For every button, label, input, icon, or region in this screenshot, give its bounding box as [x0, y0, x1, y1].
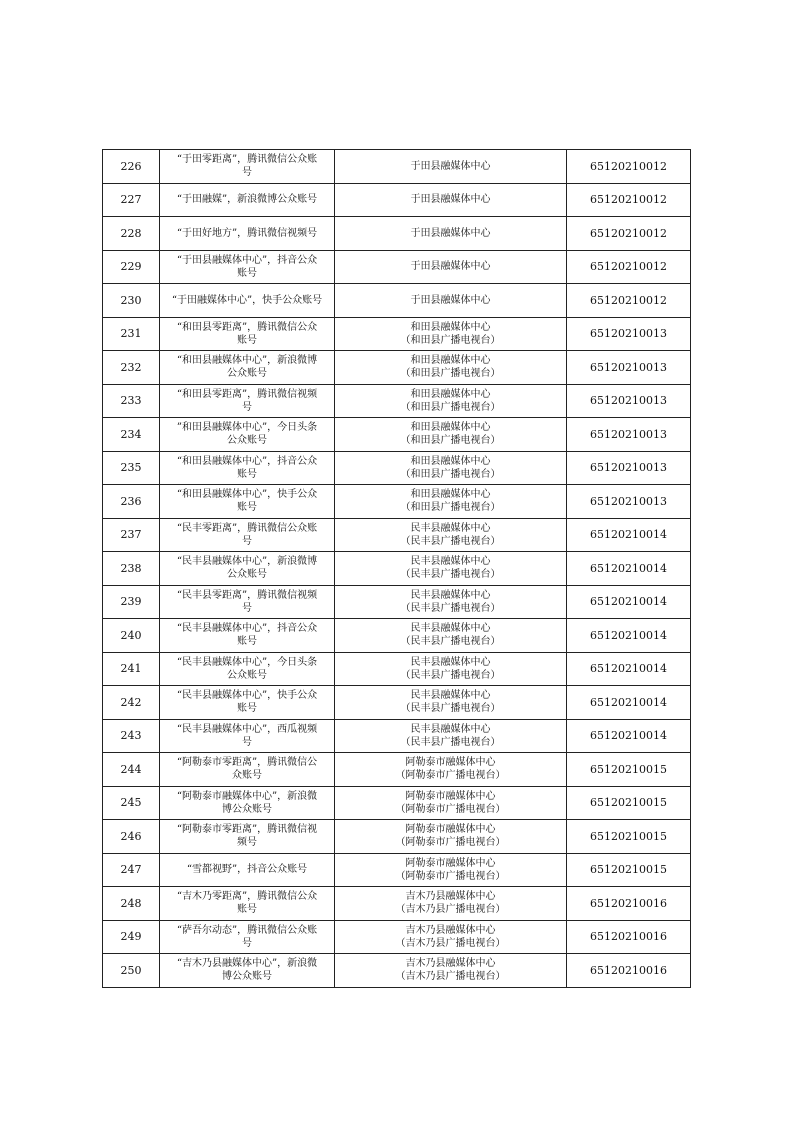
organization-line: 阿勒泰市融媒体中心: [405, 857, 496, 869]
organization-line: （民丰县广播电视台）: [400, 669, 501, 681]
registration-code: 65120210016: [567, 887, 691, 921]
account-name-line: “阿勒泰市零距离”，腾讯微信公: [176, 757, 318, 769]
account-name-cell: [160, 853, 335, 887]
table-row: [103, 250, 691, 284]
account-name-line: “民丰县零距离”，腾讯微信视频: [176, 589, 318, 601]
organization-cell: [335, 150, 567, 184]
account-name-line: 公众账号: [227, 435, 267, 447]
organization-cell: [335, 518, 567, 552]
organization-line: （阿勒泰市广播电视台）: [395, 837, 506, 849]
table-row: [103, 753, 691, 787]
organization-line: 吉木乃县融媒体中心: [405, 891, 496, 903]
registration-code: 65120210013: [567, 418, 691, 452]
registration-code: 65120210016: [567, 920, 691, 954]
account-name-line: “和田县融媒体中心”，抖音公众: [176, 455, 318, 467]
table-row: [103, 719, 691, 753]
organization-line: （和田县广播电视台）: [400, 368, 501, 380]
account-name-line: 账号: [237, 904, 257, 916]
account-name-line: “吉木乃零距离”，腾讯微信公众: [176, 891, 318, 903]
account-name-line: 号: [242, 401, 252, 413]
account-name-line: 公众账号: [227, 368, 267, 380]
organization-line: （和田县广播电视台）: [400, 401, 501, 413]
organization-line: （和田县广播电视台）: [400, 502, 501, 514]
organization-line: 于田县融媒体中心: [410, 261, 491, 273]
table-row: [103, 150, 691, 184]
registration-code: 65120210013: [567, 384, 691, 418]
organization-cell: [335, 183, 567, 217]
account-name-cell: [160, 518, 335, 552]
registration-code: 65120210013: [567, 451, 691, 485]
organization-line: （民丰县广播电视台）: [400, 569, 501, 581]
account-name-cell: [160, 552, 335, 586]
account-name-cell: [160, 150, 335, 184]
account-name-line: 号: [242, 535, 252, 547]
organization-line: （和田县广播电视台）: [400, 435, 501, 447]
row-number: 232: [103, 351, 160, 385]
registry-table: [102, 149, 691, 988]
table-row: [103, 686, 691, 720]
organization-cell: [335, 250, 567, 284]
organization-line: 和田县融媒体中心: [410, 422, 491, 434]
account-name-line: “于田好地方”，腾讯微信视频号: [176, 227, 318, 239]
organization-line: （吉木乃县广播电视台）: [395, 971, 506, 983]
account-name-cell: [160, 485, 335, 519]
account-name-line: 众账号: [232, 770, 262, 782]
account-name-line: “民丰县融媒体中心”，抖音公众: [176, 623, 318, 635]
account-name-line: 号: [242, 167, 252, 179]
organization-cell: [335, 753, 567, 787]
row-number: 245: [103, 786, 160, 820]
account-name-line: “民丰县融媒体中心”，今日头条: [176, 656, 318, 668]
account-name-cell: [160, 786, 335, 820]
account-name-line: “雪都视野”，抖音公众账号: [186, 864, 308, 876]
organization-line: （和田县广播电视台）: [400, 468, 501, 480]
organization-line: 和田县融媒体中心: [410, 489, 491, 501]
organization-line: （吉木乃县广播电视台）: [395, 937, 506, 949]
organization-line: （民丰县广播电视台）: [400, 703, 501, 715]
table-row: [103, 317, 691, 351]
account-name-cell: [160, 887, 335, 921]
table-row: [103, 920, 691, 954]
organization-line: 阿勒泰市融媒体中心: [405, 790, 496, 802]
account-name-cell: [160, 585, 335, 619]
row-number: 238: [103, 552, 160, 586]
registration-code: 65120210012: [567, 217, 691, 251]
organization-line: 于田县融媒体中心: [410, 194, 491, 206]
registration-code: 65120210014: [567, 552, 691, 586]
account-name-cell: [160, 719, 335, 753]
organization-line: 吉木乃县融媒体中心: [405, 924, 496, 936]
organization-line: 民丰县融媒体中心: [410, 556, 491, 568]
account-name-line: “民丰县融媒体中心”，快手公众: [176, 690, 318, 702]
account-name-cell: [160, 619, 335, 653]
registration-code: 65120210016: [567, 954, 691, 988]
account-name-line: “萨吾尔动态”，腾讯微信公众账: [176, 924, 318, 936]
table-row: [103, 853, 691, 887]
organization-line: （民丰县广播电视台）: [400, 636, 501, 648]
organization-cell: [335, 317, 567, 351]
organization-line: 于田县融媒体中心: [410, 160, 491, 172]
account-name-line: 账号: [237, 636, 257, 648]
table-row: [103, 217, 691, 251]
account-name-line: “于田融媒”，新浪微博公众账号: [176, 194, 318, 206]
registration-code: 65120210015: [567, 820, 691, 854]
organization-line: 民丰县融媒体中心: [410, 690, 491, 702]
registration-code: 65120210014: [567, 518, 691, 552]
account-name-cell: [160, 820, 335, 854]
organization-line: 于田县融媒体中心: [410, 227, 491, 239]
account-name-line: “和田县融媒体中心”，新浪微博: [176, 355, 318, 367]
organization-cell: [335, 485, 567, 519]
row-number: 229: [103, 250, 160, 284]
registration-code: 65120210012: [567, 183, 691, 217]
table-row: [103, 887, 691, 921]
row-number: 226: [103, 150, 160, 184]
organization-line: 吉木乃县融媒体中心: [405, 958, 496, 970]
account-name-cell: [160, 284, 335, 318]
registration-code: 65120210014: [567, 619, 691, 653]
registration-code: 65120210014: [567, 686, 691, 720]
registration-code: 65120210015: [567, 753, 691, 787]
registration-code: 65120210012: [567, 150, 691, 184]
account-name-line: “和田县融媒体中心”，快手公众: [176, 489, 318, 501]
row-number: 247: [103, 853, 160, 887]
organization-cell: [335, 887, 567, 921]
account-name-line: “于田县融媒体中心”，抖音公众: [176, 254, 318, 266]
row-number: 237: [103, 518, 160, 552]
row-number: 239: [103, 585, 160, 619]
table-row: [103, 619, 691, 653]
account-name-line: 账号: [237, 703, 257, 715]
organization-cell: [335, 619, 567, 653]
table-row: [103, 418, 691, 452]
organization-line: （阿勒泰市广播电视台）: [395, 870, 506, 882]
account-name-cell: [160, 351, 335, 385]
account-name-line: “和田县零距离”，腾讯微信公众: [176, 321, 318, 333]
account-name-line: 频号: [237, 837, 257, 849]
account-name-line: 账号: [237, 468, 257, 480]
table-row: [103, 284, 691, 318]
account-name-cell: [160, 183, 335, 217]
organization-line: 民丰县融媒体中心: [410, 656, 491, 668]
row-number: 235: [103, 451, 160, 485]
registration-code: 65120210012: [567, 284, 691, 318]
organization-cell: [335, 920, 567, 954]
row-number: 244: [103, 753, 160, 787]
organization-line: （和田县广播电视台）: [400, 334, 501, 346]
account-name-line: “民丰县融媒体中心”，西瓜视频: [176, 723, 318, 735]
table-row: [103, 786, 691, 820]
organization-line: （阿勒泰市广播电视台）: [395, 803, 506, 815]
row-number: 231: [103, 317, 160, 351]
registration-code: 65120210015: [567, 786, 691, 820]
organization-line: 民丰县融媒体中心: [410, 623, 491, 635]
organization-line: 和田县融媒体中心: [410, 355, 491, 367]
organization-cell: [335, 418, 567, 452]
row-number: 233: [103, 384, 160, 418]
account-name-line: “和田县零距离”，腾讯微信视频: [176, 388, 318, 400]
account-name-line: 账号: [237, 502, 257, 514]
organization-line: 和田县融媒体中心: [410, 388, 491, 400]
account-name-line: “于田融媒体中心”，快手公众账号: [171, 294, 323, 306]
table-row: [103, 954, 691, 988]
account-name-cell: [160, 451, 335, 485]
organization-cell: [335, 451, 567, 485]
organization-cell: [335, 820, 567, 854]
organization-cell: [335, 786, 567, 820]
table-row: [103, 652, 691, 686]
organization-cell: [335, 585, 567, 619]
row-number: 243: [103, 719, 160, 753]
organization-cell: [335, 217, 567, 251]
table-row: [103, 183, 691, 217]
account-name-line: “阿勒泰市融媒体中心”，新浪微: [176, 790, 318, 802]
organization-line: （民丰县广播电视台）: [400, 535, 501, 547]
row-number: 234: [103, 418, 160, 452]
account-name-line: ”和田县融媒体中心”，今日头条: [176, 422, 318, 434]
organization-line: 民丰县融媒体中心: [410, 589, 491, 601]
table-row: [103, 518, 691, 552]
account-name-line: “吉木乃县融媒体中心”，新浪微: [176, 958, 318, 970]
organization-line: 民丰县融媒体中心: [410, 723, 491, 735]
row-number: 242: [103, 686, 160, 720]
table-row: [103, 351, 691, 385]
registration-code: 65120210014: [567, 652, 691, 686]
account-name-line: “于田零距离”，腾讯微信公众账: [176, 154, 318, 166]
registration-code: 65120210015: [567, 853, 691, 887]
account-name-line: 博公众账号: [222, 803, 272, 815]
account-name-line: 号: [242, 736, 252, 748]
account-name-line: “阿勒泰市零距离”，腾讯微信视: [176, 824, 318, 836]
row-number: 246: [103, 820, 160, 854]
account-name-line: 公众账号: [227, 569, 267, 581]
table-body: [103, 150, 691, 988]
account-name-line: 博公众账号: [222, 971, 272, 983]
table-row: [103, 451, 691, 485]
account-name-line: “民丰零距离”，腾讯微信公众账: [176, 522, 318, 534]
row-number: 249: [103, 920, 160, 954]
table-row: [103, 585, 691, 619]
table-row: [103, 384, 691, 418]
account-name-line: “民丰县融媒体中心”，新浪微博: [176, 556, 318, 568]
organization-cell: [335, 284, 567, 318]
account-name-cell: [160, 384, 335, 418]
account-name-cell: [160, 217, 335, 251]
registration-code: 65120210014: [567, 719, 691, 753]
registration-code: 65120210013: [567, 351, 691, 385]
registry-table-container: [102, 149, 690, 988]
row-number: 241: [103, 652, 160, 686]
row-number: 248: [103, 887, 160, 921]
table-row: [103, 820, 691, 854]
row-number: 230: [103, 284, 160, 318]
account-name-line: 账号: [237, 334, 257, 346]
account-name-cell: [160, 686, 335, 720]
account-name-line: 号: [242, 937, 252, 949]
account-name-cell: [160, 753, 335, 787]
organization-cell: [335, 652, 567, 686]
account-name-line: 账号: [237, 267, 257, 279]
row-number: 240: [103, 619, 160, 653]
organization-line: 和田县融媒体中心: [410, 455, 491, 467]
account-name-cell: [160, 418, 335, 452]
table-row: [103, 485, 691, 519]
account-name-cell: [160, 920, 335, 954]
organization-cell: [335, 686, 567, 720]
account-name-cell: [160, 954, 335, 988]
account-name-cell: [160, 317, 335, 351]
table-row: [103, 552, 691, 586]
row-number: 236: [103, 485, 160, 519]
organization-cell: [335, 384, 567, 418]
row-number: 228: [103, 217, 160, 251]
organization-line: （阿勒泰市广播电视台）: [395, 770, 506, 782]
organization-line: 民丰县融媒体中心: [410, 522, 491, 534]
registration-code: 65120210012: [567, 250, 691, 284]
account-name-line: 号: [242, 602, 252, 614]
organization-line: 阿勒泰市融媒体中心: [405, 757, 496, 769]
organization-line: （民丰县广播电视台）: [400, 736, 501, 748]
account-name-cell: [160, 652, 335, 686]
registration-code: 65120210013: [567, 317, 691, 351]
organization-cell: [335, 351, 567, 385]
account-name-cell: [160, 250, 335, 284]
organization-cell: [335, 954, 567, 988]
organization-cell: [335, 853, 567, 887]
organization-line: （吉木乃县广播电视台）: [395, 904, 506, 916]
row-number: 250: [103, 954, 160, 988]
organization-line: 和田县融媒体中心: [410, 321, 491, 333]
organization-line: 阿勒泰市融媒体中心: [405, 824, 496, 836]
registration-code: 65120210014: [567, 585, 691, 619]
organization-line: 于田县融媒体中心: [410, 294, 491, 306]
account-name-line: 公众账号: [227, 669, 267, 681]
registration-code: 65120210013: [567, 485, 691, 519]
organization-line: （民丰县广播电视台）: [400, 602, 501, 614]
row-number: 227: [103, 183, 160, 217]
organization-cell: [335, 552, 567, 586]
organization-cell: [335, 719, 567, 753]
